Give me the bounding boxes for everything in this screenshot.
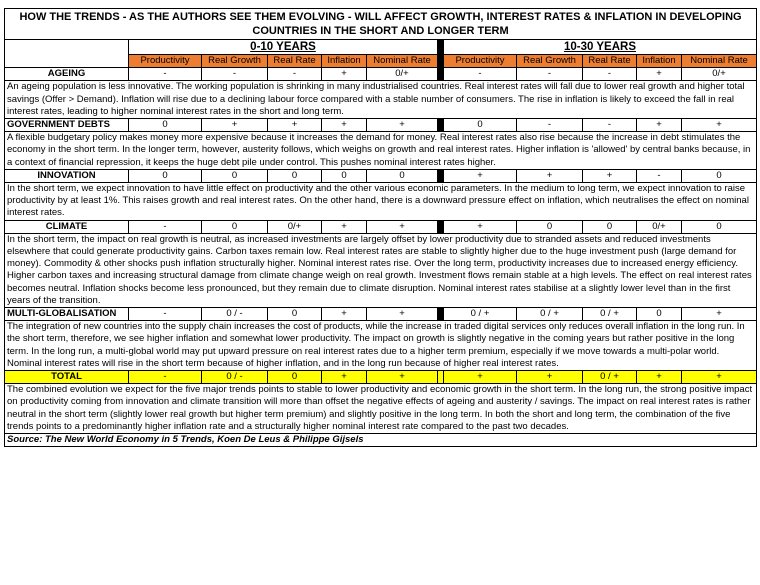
short-term-value: + [322, 371, 367, 384]
description-row [5, 384, 757, 434]
col-header: Inflation [637, 55, 682, 68]
trend-description: A flexible budgetary policy makes money more expensive because it increases the demand for money. Real interest rates also rise because the increase in debt stimulates the economy in the short term. In the longer term, however, austerity follows, which weighs on growth and real interest rates. Higher inflation is 'allowed' by central banks because, in a context of financial repression, it keeps the huge debt pile under control. This pushes nominal interest rates higher. [5, 132, 757, 170]
trend-name: INNOVATION [5, 169, 129, 182]
long-term-value: + [682, 371, 757, 384]
short-term-value: 0 [268, 169, 322, 182]
col-header: Nominal Rate [367, 55, 438, 68]
short-term-value: 0 [202, 220, 268, 233]
description-row [5, 233, 757, 307]
short-term-value: 0 / - [202, 308, 268, 321]
long-term-value: + [637, 119, 682, 132]
short-term-value: + [268, 119, 322, 132]
long-term-value: + [682, 119, 757, 132]
long-term-value: 0 [444, 119, 517, 132]
description-row [5, 321, 757, 371]
short-term-value: 0 [268, 308, 322, 321]
short-term-value: 0 [129, 169, 202, 182]
trend-name: CLIMATE [5, 220, 129, 233]
long-term-value: + [444, 220, 517, 233]
trend-row [5, 68, 757, 81]
short-term-value: + [202, 119, 268, 132]
short-term-value: + [322, 119, 367, 132]
short-term-value: + [322, 308, 367, 321]
short-term-value: + [322, 220, 367, 233]
col-header: Inflation [322, 55, 367, 68]
short-term-value: 0 [129, 119, 202, 132]
short-term-value: + [367, 371, 438, 384]
long-term-value: 0 [682, 220, 757, 233]
long-term-value: 0/+ [637, 220, 682, 233]
long-term-value: 0 [517, 220, 583, 233]
col-header: Productivity [129, 55, 202, 68]
short-term-value: - [129, 371, 202, 384]
long-term-value: + [444, 169, 517, 182]
total-row [5, 371, 757, 384]
long-term-value: 0 / + [444, 308, 517, 321]
trend-row [5, 169, 757, 182]
long-term-value: - [583, 119, 637, 132]
long-term-value: - [444, 68, 517, 81]
long-term-value: 0 / + [583, 308, 637, 321]
trend-row [5, 220, 757, 233]
long-term-value: - [517, 68, 583, 81]
period-long-header: 10-30 YEARS [444, 40, 757, 55]
trend-row [5, 308, 757, 321]
col-header: Real Growth [202, 55, 268, 68]
short-term-value: 0 [322, 169, 367, 182]
short-term-value: 0/+ [268, 220, 322, 233]
trend-name: GOVERNMENT DEBTS [5, 119, 129, 132]
long-term-value: 0 [637, 308, 682, 321]
table-title: HOW THE TRENDS - AS THE AUTHORS SEE THEM EVOLVING - WILL AFFECT GROWTH, INTEREST RATES & INFLATION IN DEVELOPING COUNTRIES IN THE SHORT AND LONGER TERM [5, 9, 757, 40]
source-note: Source: The New World Economy in 5 Trends, Koen De Leus & Philippe Gijsels [5, 434, 757, 447]
short-term-value: + [367, 119, 438, 132]
source-row [5, 434, 757, 447]
trend-row [5, 119, 757, 132]
long-term-value: - [583, 68, 637, 81]
long-term-value: 0 / + [517, 308, 583, 321]
blank-corner [5, 40, 129, 55]
blank-corner-lower [5, 55, 129, 68]
short-term-value: - [129, 308, 202, 321]
col-header: Real Rate [583, 55, 637, 68]
short-term-value: + [367, 308, 438, 321]
col-header: Real Growth [517, 55, 583, 68]
col-header: Real Rate [268, 55, 322, 68]
trend-description: In the short term, we expect innovation to have little effect on productivity and the other various economic parameters. In the medium to long term, we expect innovation to raise productivity by at least 1%. This raises growth and real interest rates. On the other hand, there is a downward pressure effect on inflation, which neutralises the effect on nominal interest rates. [5, 183, 757, 221]
short-term-value: + [322, 68, 367, 81]
short-term-value: - [202, 68, 268, 81]
col-header: Nominal Rate [682, 55, 757, 68]
short-term-value: 0/+ [367, 68, 438, 81]
long-term-value: + [682, 308, 757, 321]
long-term-value: + [444, 371, 517, 384]
long-term-value: + [637, 371, 682, 384]
short-term-value: + [367, 220, 438, 233]
trend-name: AGEING [5, 68, 129, 81]
long-term-value: 0 / + [583, 371, 637, 384]
description-row [5, 183, 757, 221]
trend-description: An ageing population is less innovative. The working population is shrinking in many industrialised countries. Real interest rates will fall due to lower real growth and higher total savings (Offer > Demand). Inflation will rise due to a declining labour force compared with a stable number of consumers. The rise in inflation is likely to exceed the fall in real interest rates, leading to higher nominal interest rates in the short and long term. [5, 81, 757, 119]
trend-description: The combined evolution we expect for the five major trends points to stable to lower productivity and economic growth in the short term. In the long run, the strong positive impact on productivity coming from innovation and climate transition will more than offset the negative effects of ageing and austerity / savings. The impact on real interest rates is rather neutral in the short term (slightly lower real growth but higher term premium) and slightly positive in the long term. In both the short and long term, the combination of the five trends points to a predominantly higher inflation rate and a structurally higher nominal interest rate compared to the past two decades. [5, 384, 757, 434]
long-term-value: + [517, 371, 583, 384]
short-term-value: - [268, 68, 322, 81]
short-term-value: 0 / - [202, 371, 268, 384]
long-term-value: - [517, 119, 583, 132]
trend-name: MULTI-GLOBALISATION [5, 308, 129, 321]
short-term-value: 0 [367, 169, 438, 182]
short-term-value: 0 [202, 169, 268, 182]
description-row [5, 132, 757, 170]
trends-table [4, 8, 757, 447]
short-term-value: 0 [268, 371, 322, 384]
period-short-header: 0-10 YEARS [129, 40, 438, 55]
long-term-value: + [583, 169, 637, 182]
short-term-value: - [129, 68, 202, 81]
trend-name: TOTAL [5, 371, 129, 384]
long-term-value: + [637, 68, 682, 81]
long-term-value: 0 [583, 220, 637, 233]
description-row [5, 81, 757, 119]
long-term-value: + [517, 169, 583, 182]
long-term-value: 0 [682, 169, 757, 182]
trend-description: The integration of new countries into the supply chain increases the cost of products, while the increase in traded digital services only reduces overall inflation in the long run. In the short term, therefore, we see higher inflation and somewhat lower productivity. The impact on growth is slightly negative in the coming years but rather positive in the long term. In the long run, a multi-global world may put upward pressure on real interest rates due to a higher term premium, especially if we move towards a multi-polar world. Nominal interest rates will rise in the short term because of higher inflation, and in the long run because of higher real interest rates. [5, 321, 757, 371]
long-term-value: - [637, 169, 682, 182]
trend-description: In the short term, the impact on real growth is neutral, as increased investments are largely offset by lower productivity due to stranded assets and reduced investments elsewhere that could generate productivity gains. Carbon taxes remain low. Real interest rates are stable to slightly higher due to the huge investment push (large demand for money). Commodity & other shocks push inflation structurally higher. Nominal interest rates rise. Over the long term, productivity increases due to increased energy efficiency. Higher carbon taxes and increasing structural damage from climate change weigh on real growth. Investment flows remain stable at a high levels. The effect on real interest rates becomes neutral. Inflation shocks become less pronounced, but they remain due to climate disruption. Nominal interest rates stabilise at a slightly lower level than in the first years of the transition. [5, 233, 757, 307]
short-term-value: - [129, 220, 202, 233]
long-term-value: 0/+ [682, 68, 757, 81]
col-header: Productivity [444, 55, 517, 68]
